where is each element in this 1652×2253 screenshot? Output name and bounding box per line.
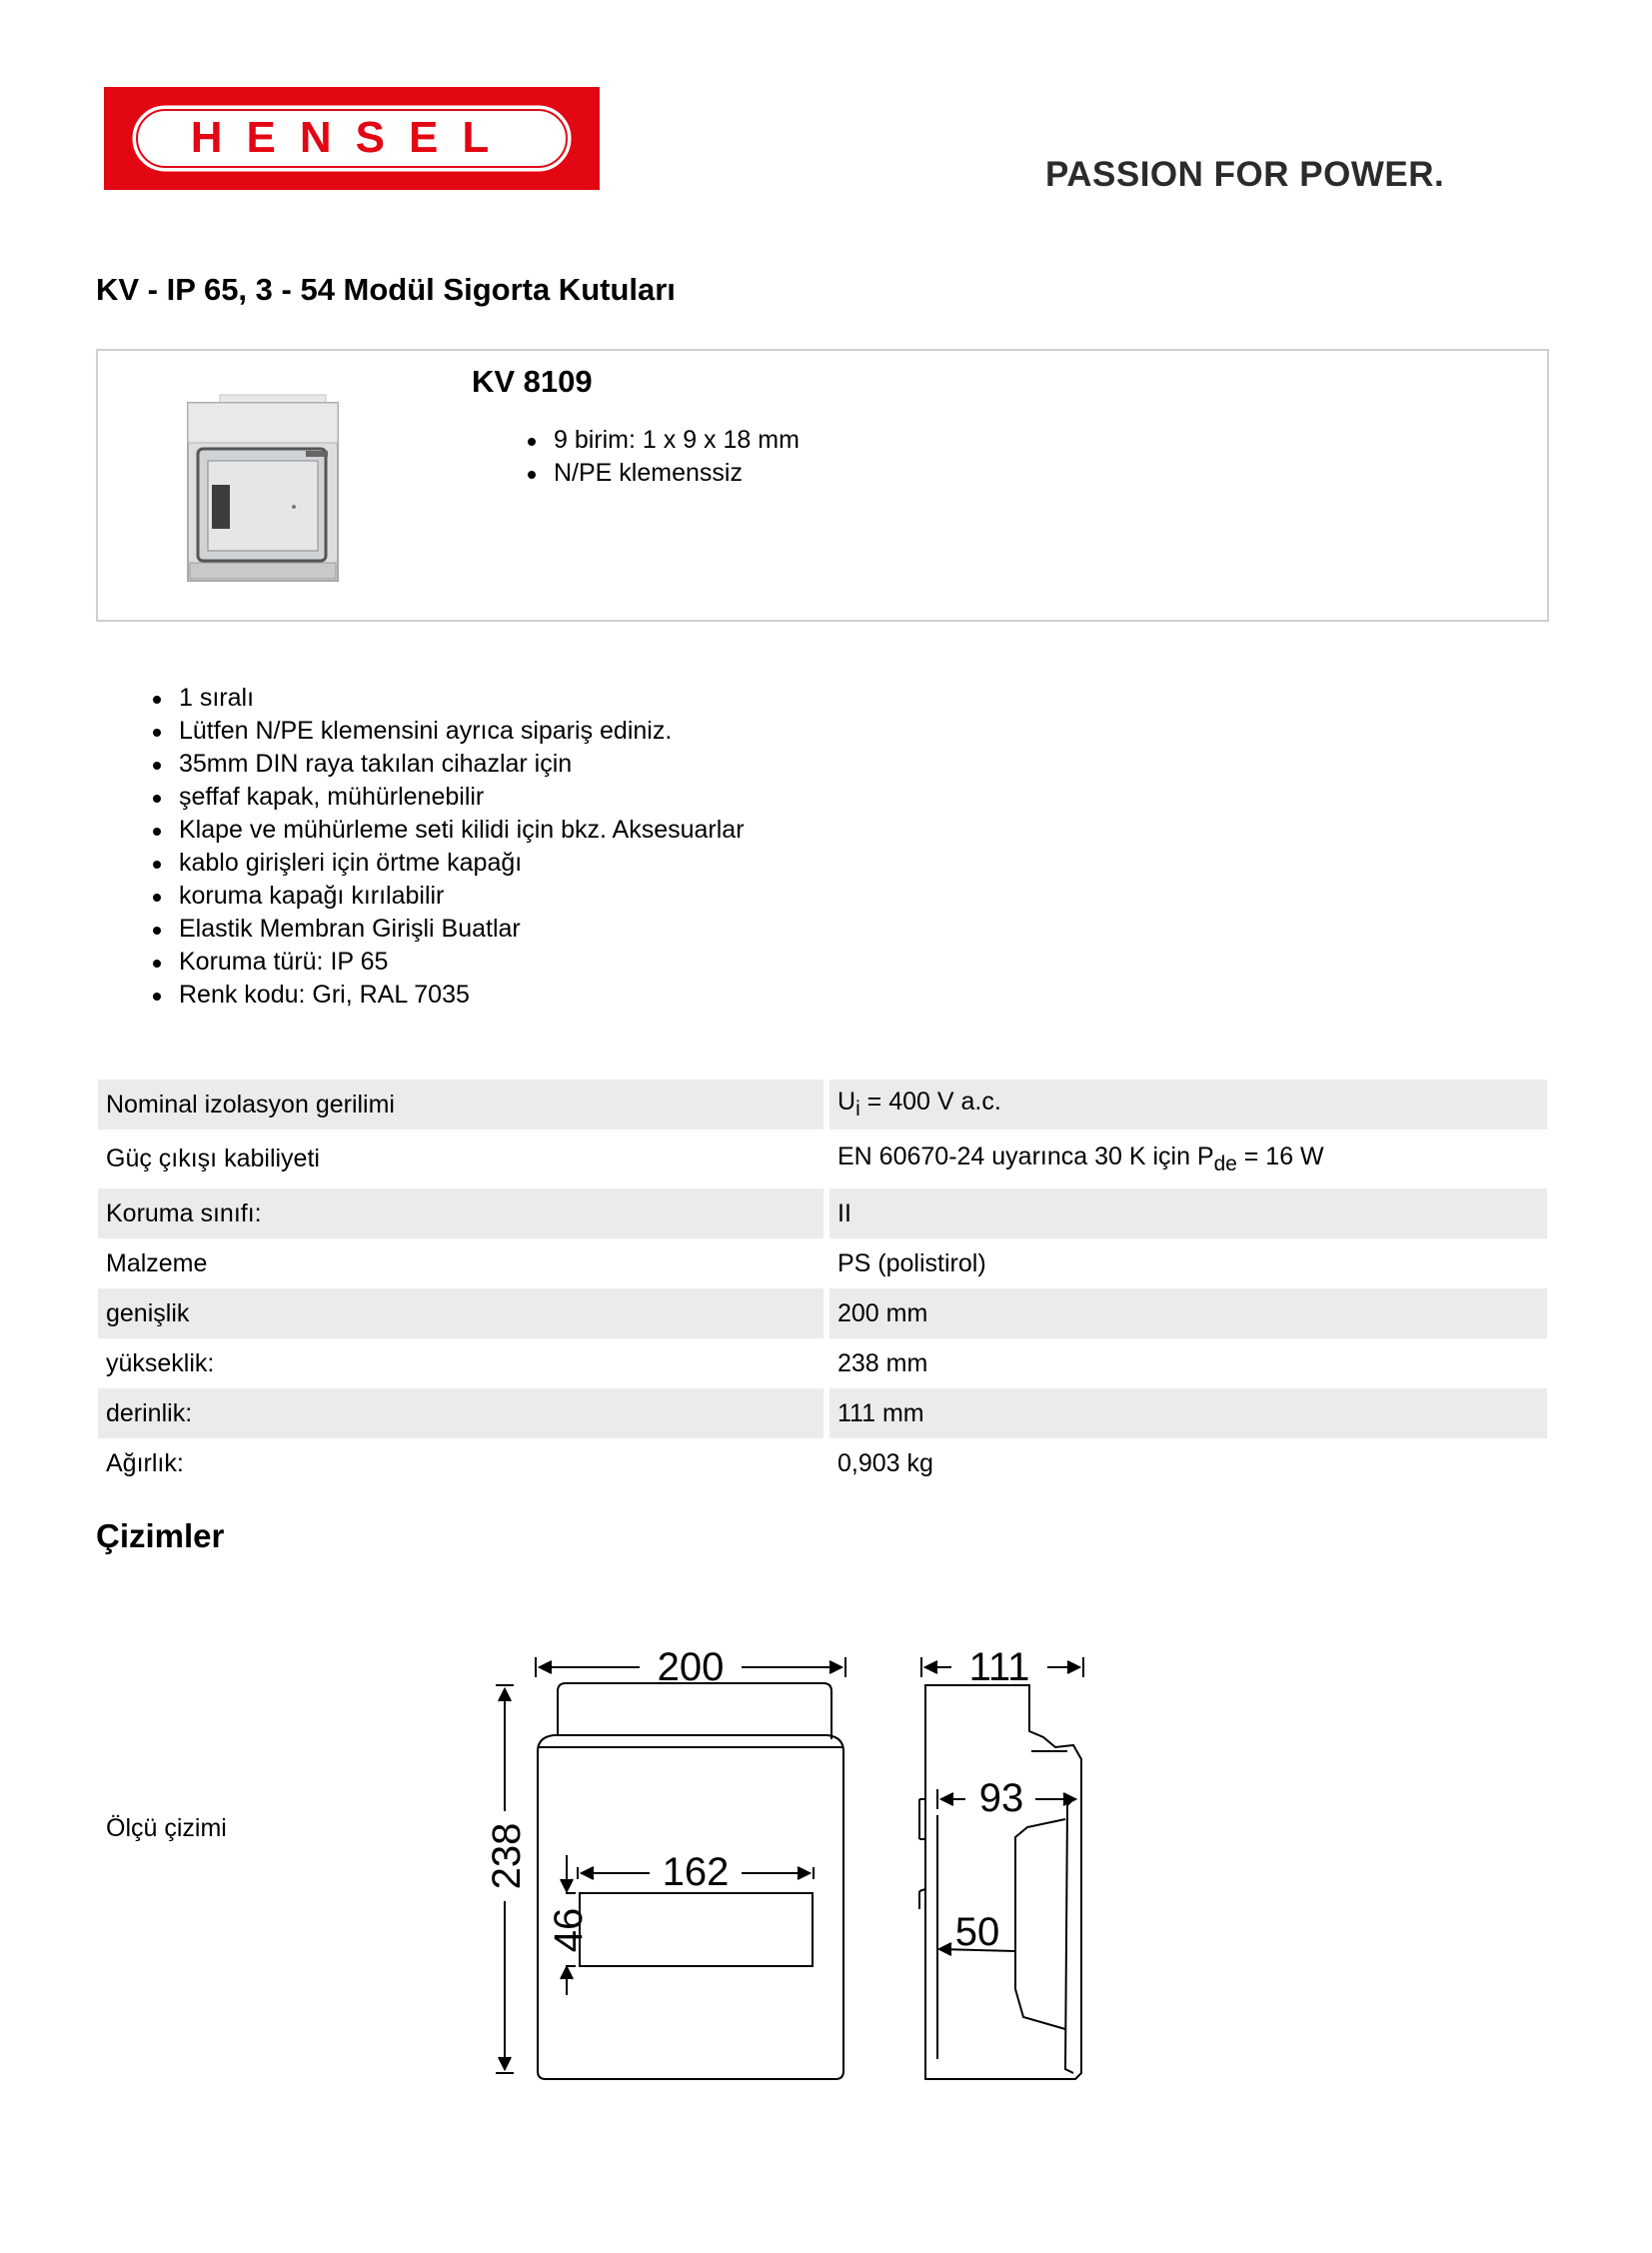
list-item: 9 birim: 1 x 9 x 18 mm: [526, 424, 800, 457]
spec-value: $U_i = 400$ V a.c.: [829, 1080, 1547, 1129]
spec-value: 200 mm: [829, 1288, 1547, 1338]
spec-label: Malzeme: [98, 1238, 824, 1288]
feature-list: [151, 682, 745, 1012]
table-row: [98, 1438, 1547, 1488]
list-item: şeffaf kapak, mühürlenebilir: [151, 781, 745, 814]
list-item: Klape ve mühürleme seti kilidi için bkz. Aksesuarlar: [151, 814, 745, 847]
table-row: [98, 1338, 1547, 1388]
side-view: [919, 1645, 1083, 2079]
spec-value: PS (polistirol): [829, 1238, 1547, 1288]
product-spec-list: [526, 424, 800, 490]
spec-label: Güç çıkışı kabiliyeti: [98, 1129, 824, 1188]
spec-label: Koruma sınıfı:: [98, 1188, 824, 1238]
spec-value: 111 mm: [829, 1388, 1547, 1438]
dim-width-label: 200: [657, 1645, 725, 1689]
spec-label: derinlik:: [98, 1388, 824, 1438]
hensel-logo: [104, 87, 600, 190]
dim-inner-width-label: 162: [662, 1850, 730, 1894]
spec-label: Nominal izolasyon gerilimi: [98, 1080, 824, 1129]
spec-table: [98, 1080, 1547, 1488]
spec-label: yükseklik:: [98, 1338, 824, 1388]
list-item: N/PE klemenssiz: [526, 457, 800, 490]
spec-label: Ağırlık:: [98, 1438, 824, 1488]
dimension-drawing: [470, 1639, 1119, 2099]
table-row: [98, 1388, 1547, 1438]
table-row: [98, 1080, 1547, 1129]
slogan: PASSION FOR POWER.: [1045, 155, 1445, 194]
front-view: [485, 1645, 845, 2079]
spec-value: 238 mm: [829, 1338, 1547, 1388]
dim-height-label: 238: [485, 1822, 529, 1890]
logo-text: HENSEL: [190, 113, 514, 162]
spec-value: EN 60670-24 uyarınca 30 K için $P_{de} = 16$ W: [829, 1129, 1547, 1188]
dim-depth-small-label: 50: [954, 1910, 1000, 1954]
product-name: KV 8109: [472, 364, 593, 399]
table-row: [98, 1288, 1547, 1338]
table-row: [98, 1238, 1547, 1288]
list-item: Lütfen N/PE klemensini ayrıca sipariş ediniz.: [151, 715, 745, 748]
dim-depth-inner-label: 93: [978, 1776, 1024, 1820]
product-card: [96, 349, 1549, 622]
list-item: Koruma türü: IP 65: [151, 946, 745, 979]
list-item: Renk kodu: Gri, RAL 7035: [151, 979, 745, 1012]
list-item: kablo girişleri için örtme kapağı: [151, 847, 745, 880]
table-row: [98, 1188, 1547, 1238]
list-item: 35mm DIN raya takılan cihazlar için: [151, 748, 745, 781]
spec-value: II: [829, 1188, 1547, 1238]
page-title: KV - IP 65, 3 - 54 Modül Sigorta Kutuları: [96, 272, 676, 307]
dim-inner-height-label: 46: [547, 1907, 591, 1953]
table-row: [98, 1129, 1547, 1188]
product-photo: [178, 387, 348, 587]
list-item: koruma kapağı kırılabilir: [151, 880, 745, 913]
spec-value: 0,903 kg: [829, 1438, 1547, 1488]
dim-depth-label: 111: [968, 1645, 1030, 1689]
drawings-title: Çizimler: [96, 1517, 225, 1554]
list-item: 1 sıralı: [151, 682, 745, 715]
list-item: Elastik Membran Girişli Buatlar: [151, 913, 745, 946]
drawing-label: Ölçü çizimi: [106, 1814, 227, 1842]
spec-label: genişlik: [98, 1288, 824, 1338]
